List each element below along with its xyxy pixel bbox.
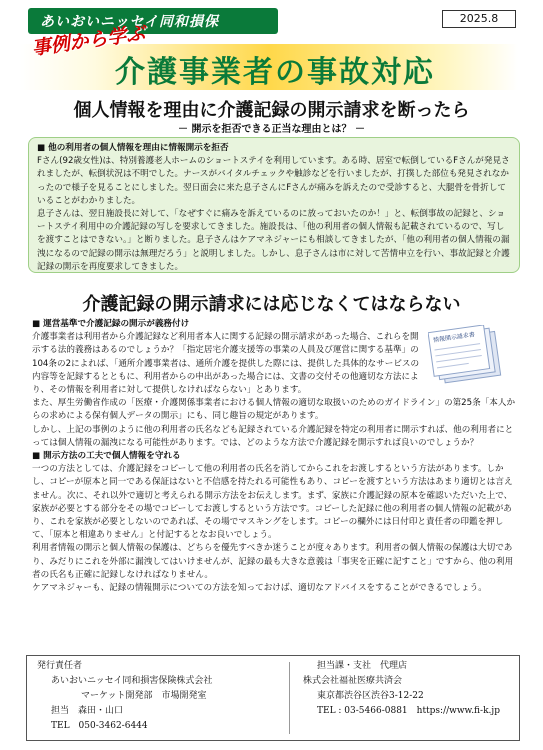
agency-company: 株式会社福祉医療共済会 — [303, 676, 403, 686]
section-1-paragraph-1: 介護事業者は利用者から介護記録など利用者本人に関する記録の開示請求があった場合、これらを開示する法的義務はあるのでしょうか？「指定居宅介護支援等の事業の人員及び運営に関する基準」の104条の2によれば、「通所介護事業者は、通所介護を提供した際には、提供した具体的なサービスの内容等を記録するとともに、利用者からの申出があった場合には、文書の交付その他適切な方法により、その情報を利用者に対して提供しなければならない」とあります。 — [32, 332, 420, 396]
requirement-body — [32, 318, 518, 595]
case-paragraph-2: 息子さんは、翌日施設長に対して、「なぜすぐに痛みを訴えているのに放っておいたのか！」と、転倒事故の記録と、ショートステイ利用中の介護記録の写しを要求してきました。施設長は、「他の利用者の個人情報も記載されているので、写しを渡すことはできない。」と断りました。息子さんはケアマネジャーにも相談してきましたが、「他の利用者の個人情報の漏洩になるので記録の開示は無理だろう」と説明しました。しかし、息子さんは市に対して苦情申立を行い、事故記録と介護記録の開示を再度要求してきました。 — [37, 209, 510, 272]
section-heading-1: ■ 運営基準で介護記録の開示が義務付け — [32, 319, 190, 329]
main-title: 介護事業者の事故対応 — [115, 55, 435, 90]
case-title: 個人情報を理由に介護記録の開示請求を断ったら — [73, 100, 470, 121]
requirement-title: 介護記録の開示請求には応じなくてはならない — [82, 294, 461, 315]
agency-contact: TEL : 03-5466-0881 https://www.fi-k.jp — [317, 706, 500, 716]
publisher-label: 発行責任者 — [37, 661, 83, 671]
section-1-paragraph-2: また、厚生労働省作成の「医療・介護関係事業者における個人情報の適切な取扱いのためのガイドライン」の第25条「本人からの求めによる保有個人データの開示」にも、同じ趣旨の規定があります。 — [32, 398, 516, 422]
publisher-dept: マーケット開発部 市場開発室 — [81, 691, 207, 701]
doc-label: 情報開示請求書 — [432, 331, 476, 345]
case-heading: ■ 他の利用者の個人情報を理由に情報開示を拒否 — [37, 143, 229, 153]
agency-address: 東京都渋谷区渋谷3-12-22 — [317, 691, 424, 701]
brand-name: あいおいニッセイ同和損保 — [40, 14, 220, 30]
issue-date: 2025.8 — [442, 10, 516, 28]
publisher-company: あいおいニッセイ同和損害保険株式会社 — [51, 676, 213, 686]
footer — [26, 655, 520, 741]
agency-label: 担当課・支社 代理店 — [317, 661, 408, 671]
case-subtitle: － 開示を拒否できる正当な理由とは？ － — [178, 124, 365, 135]
publisher-tel: TEL 050-3462-6444 — [51, 721, 148, 731]
section-heading-2: ■ 開示方法の工夫で個人情報を守れる — [32, 451, 181, 462]
case-box — [28, 137, 520, 273]
publisher-info — [37, 659, 287, 734]
case-paragraph-1: Fさん(92歳女性)は、特別養護老人ホームのショートステイを利用しています。ある時、居室で転倒しているFさんが発見されましたが、転倒状況は不明でした。ナースがバイタルチェックや触診などを行いましたが、打撲した部位も発見されなかったので様子を見ることにしました。翌日面会に来た息子さんにFさんが痛みを訴えたので受診すると、大腿骨を骨折していることがわかりました。 — [37, 156, 510, 206]
section-2-paragraph-3: ケアマネジャーも、記録の情報開示についての方法を知っておけば、適切なアドバイスをすることができるでしょう。 — [32, 583, 487, 594]
footer-divider — [289, 662, 290, 734]
section-1-paragraph-3: しかし、上記の事例のように他の利用者の氏名なども記録されている介護記録を特定の利用者に開示すれば、他の利用者にとっては個人情報の漏洩になる可能性があります。では、どのような方法で介護記録を開示すれば良いのでしょうか？ — [32, 424, 514, 448]
publisher-staff: 担当 森田・山口 — [51, 706, 124, 716]
section-2-paragraph-2: 利用者情報の開示と個人情報の保護は、どちらを優先すべきか迷うことが度々あります。利用者の個人情報の保護は大切であり、みだりにこれを外部に漏洩してはいけませんが、記録の最も大きな意義は「事実を正確に記すこと」ですから、他の利用者の氏名も正確に記録しなければなりません。 — [32, 543, 514, 580]
series-label: 事例から学ぶ — [30, 22, 147, 60]
section-2-paragraph-1: 一つの方法としては、介護記録をコピーして他の利用者の氏名を消してからこれをお渡しするという方法があります。しかし、コピーが原本と同一である保証はないと不信感を持たれる可能性もあり、コピーを渡すという方法はあまり適切とは言えません。次に、それ以外で適切と考えられる開示方法をお伝えします。まず、家族に介護記録の原本を確認いただいた上で、家族が必要とする部分をその場でコピーしてお渡しするという方法です。コピーした記録に他の利用者の個人情報の記載があり、これを家族が必要としないのであれば、その場でマスキングをします。コピーの欄外には日付印と責任者の印鑑を押して、「原本と相違ありません」と付記するとなお良いでしょう。 — [32, 464, 513, 541]
agency-info — [303, 659, 518, 719]
